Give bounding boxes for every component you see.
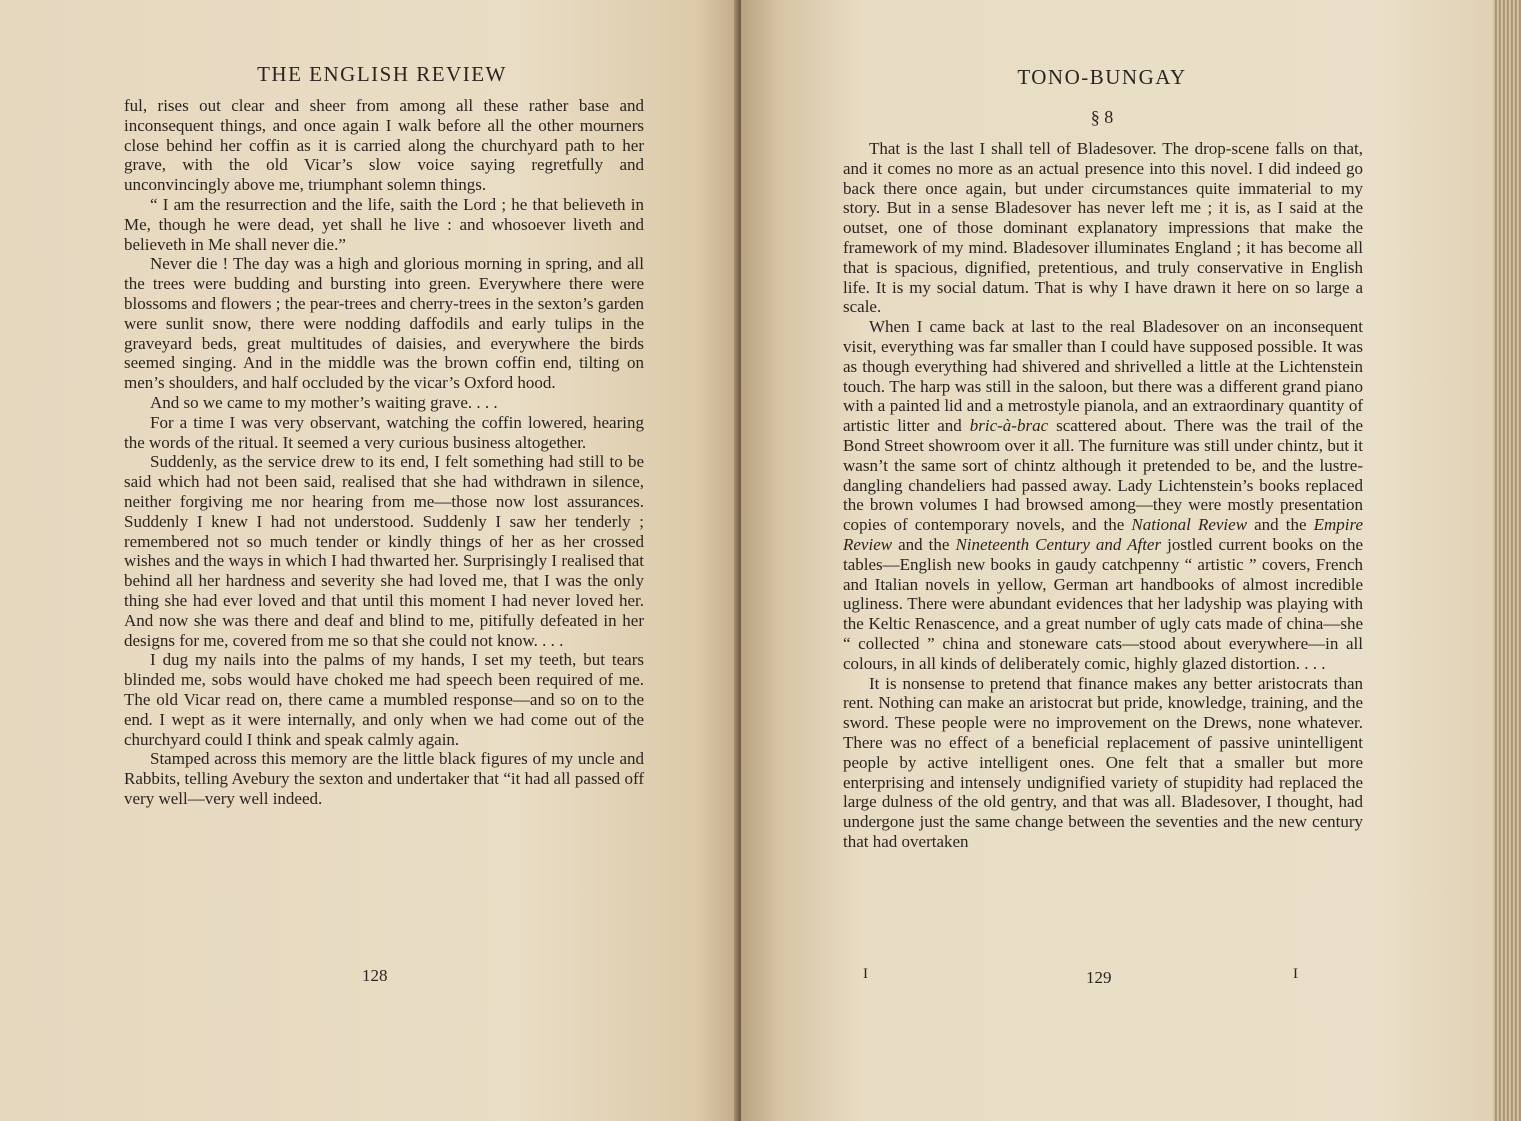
paragraph: “ I am the resurrection and the life, saith the Lord ; he that believeth in Me, though he were dead, yet shall he live : and whosoever liveth and believeth in Me shall never die.” [124, 194, 644, 254]
paragraph: Stamped across this memory are the little black figures of my uncle and Rabbits, telling Avebury the sexton and undertaker that “it had all passed off very well—very well indeed. [124, 749, 644, 808]
left-page [0, 0, 741, 1121]
paragraph: And so we came to my mother’s waiting grave. . . . [150, 392, 498, 412]
paragraph: For a time I was very observant, watching the coffin lowered, hearing the words of the ritual. It seemed a very curious business altogether. [124, 412, 644, 452]
paragraph: Suddenly, as the service drew to its end, I felt something had still to be said which had not been said, realised that she had withdrawn in silence, neither forgiving me nor hearing from me—those now lost assurances. Suddenly I knew I had not understood. Suddenly I saw her tenderly ; remembered not so much tender or kindly things of her as her crossed wishes and the ways in which I had thwarted her. Surprisingly I realised that behind all her hardness and severity she had loved me, that I was the only thing she had ever loved and that until this moment I had never loved her. And now she was there and deaf and blind to me, pitifully defeated in her designs for me, covered from me so that she could not know. . . . [124, 452, 644, 650]
page-edges [1493, 0, 1521, 1121]
paragraph: That is the last I shall tell of Bladesover. The drop-scene falls on that, and it comes no more as an actual presence into this novel. I did indeed go back there once again, but under circumstances quite immaterial to my story. But in a sense Bladesover has never left me ; it is, as I said at the outset, one of those dominant explanatory impressions that make the framework of my mind. Bladesover illuminates England ; it has become all that is spacious, dignified, pretentious, and truly conservative in English life. It is my social datum. That is why I have drawn it here on so large a scale. [843, 139, 1363, 317]
paragraph: ful, rises out clear and sheer from among all these rather base and inconsequent things, and once again I walk before all the other mourners close behind her coffin as it is carried along the churchyard path to her grave, with the old Vicar’s slow voice saying regretfully and unconvincingly above me, triumphant solemn things. [124, 96, 644, 195]
signature-mark-left: I [863, 966, 868, 982]
right-page [741, 0, 1493, 1121]
paragraph: Never die ! The day was a high and glorious morning in spring, and all the trees were budding and bursting into green. Everywhere there were blossoms and flowers ; the pear-trees and cherry-trees in the sexton’s garden were sunlit snow, there were nodding daffodils and early tulips in the graveyard beds, great multitudes of daisies, and everywhere the birds seemed singing. And in the middle was the brown coffin end, tilting on men’s shoulders, and half occluded by the vicar’s Oxford hood. [124, 254, 644, 393]
paragraph: When I came back at last to the real Bladesover on an inconsequent visit, everything was far smaller than I could have supposed possible. It was as though everything had shivered and shrivelled a little at the Lichtenstein touch. The harp was still in the saloon, but there was a different grand piano with a painted lid and a metrostyle pianola, and an extraordinary quantity of artistic litter and bric-à-brac scattered about. There was the trail of the Bond Street showroom over it all. The furniture was still under chintz, but it wasn’t the same sort of chintz although it pretended to be, and the lustre-dangling chandeliers had passed away. Lady Lichtenstein’s books replaced the brown volumes I had browsed among—they were mostly presentation copies of contemporary novels, and the National Review and the Empire Review and the Nineteenth Century and After jostled current books on the tables—English new books in gaudy catchpenny “ artistic ” covers, French and Italian novels in yellow, German art handbooks of almost incredible ugliness. There were abundant evidences that her ladyship was playing with the Keltic Renascence, and a great number of ugly cats made of china—she “ collected ” china and stoneware cats—stood about everywhere—in all colours, in all kinds of deliberately comic, highly glazed distortion. . . . [843, 317, 1364, 673]
section-number: § 8 [1090, 107, 1114, 127]
body-text-right [843, 139, 1363, 852]
paragraph: It is nonsense to pretend that finance makes any better aristocrats than rent. Nothing can make an aristocrat but pride, knowledge, training, and the sword. These people were no improvement on the Drews, none whatever. There was no effect of a beneficial replacement of passive unintelligent people by active intelligent ones. One felt that a smaller but more enterprising and intensely undignified variety of stupidity had replaced the large dulness of the old gentry, and that was all. Bladesover, I thought, had undergone just the same change between the seventies and the new century that had overtaken [843, 673, 1363, 851]
running-head-right: TONO-BUNGAY [1017, 65, 1187, 89]
page-number-right: 129 [1086, 968, 1112, 987]
body-text-left [124, 96, 644, 809]
page-number-left: 128 [362, 966, 388, 985]
running-head-left: THE ENGLISH REVIEW [257, 62, 507, 86]
signature-mark-right: I [1293, 966, 1298, 982]
paragraph: I dug my nails into the palms of my hands, I set my teeth, but tears blinded me, sobs would have choked me had speech been required of me. The old Vicar read on, there came a mumbled response—and so on to the end. I wept as it were internally, and only when we had come out of the churchyard could I think and speak calmly again. [124, 650, 644, 749]
